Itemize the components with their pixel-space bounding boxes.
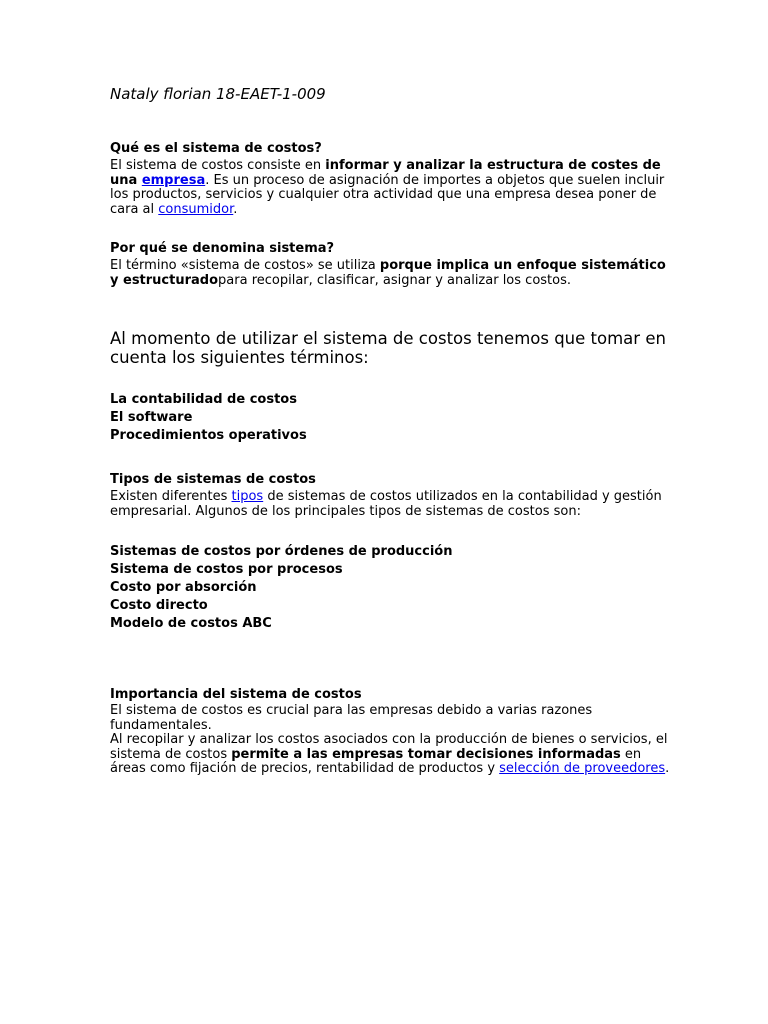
- link-consumidor[interactable]: consumidor: [158, 201, 234, 217]
- list-item: La contabilidad de costos: [110, 392, 297, 407]
- section-heading-types: Tipos de sistemas de costos: [110, 472, 316, 487]
- text-run: Existen diferentes: [110, 489, 232, 504]
- bold-run: informar y analizar la estructura de costes de una: [110, 158, 661, 188]
- intro-paragraph: Al momento de utilizar el sistema de costos tenemos que tomar en cuenta los siguientes términos:: [110, 329, 666, 367]
- types-list: [110, 543, 670, 633]
- section-paragraph-importance-2: [110, 733, 670, 777]
- section-paragraph-types: [110, 490, 670, 519]
- text-run: .: [233, 201, 238, 217]
- list-item: Costo directo: [110, 598, 208, 613]
- list-item: Modelo de costos ABC: [110, 616, 272, 631]
- bold-run: porque implica un enfoque sistemático y estructurado: [110, 258, 666, 288]
- text-run: para recopilar, clasificar, asignar y analizar los costos.: [218, 272, 571, 288]
- text-run: El sistema de costos consiste en: [110, 158, 326, 173]
- link-tipos[interactable]: tipos: [231, 489, 264, 504]
- terms-list: [110, 391, 670, 445]
- section-heading-what-is: Qué es el sistema de costos?: [110, 141, 322, 156]
- list-item: Sistemas de costos por órdenes de producción: [110, 544, 453, 559]
- text-run: . Es un proceso de asignación de importes a objetos que suelen incluir los productos, servicios y cualquier otra actividad que una empresa desea poner de cara al: [110, 172, 665, 217]
- section-heading-importance: Importancia del sistema de costos: [110, 687, 362, 702]
- text-run: en áreas como fijación de precios, rentabilidad de productos y: [110, 746, 642, 776]
- link-seleccion-proveedores[interactable]: selección de proveedores: [499, 761, 666, 776]
- section-paragraph-importance-1: El sistema de costos es crucial para las empresas debido a varias razones fundamentales.: [110, 703, 593, 733]
- author-line: Nataly florian 18-EAET-1-009: [110, 85, 326, 103]
- list-item: Procedimientos operativos: [110, 428, 307, 443]
- text-run: de sistemas de costos utilizados en la contabilidad y gestión empresarial. Algunos de los principales tipos de sistemas de costos son:: [110, 489, 662, 519]
- list-item: El software: [110, 410, 193, 425]
- text-run: .: [665, 761, 670, 776]
- section-paragraph-what-is: [110, 159, 670, 217]
- list-item: Sistema de costos por procesos: [110, 562, 343, 577]
- list-item: Costo por absorción: [110, 580, 257, 595]
- bold-run: permite a las empresas tomar decisiones informadas: [231, 746, 621, 762]
- section-heading-why-system: Por qué se denomina sistema?: [110, 241, 335, 256]
- section-paragraph-why-system: [110, 259, 670, 288]
- text-run: Al recopilar y analizar los costos asociados con la producción de bienes o servicios, el sistema de costos: [110, 732, 668, 762]
- text-run: El término «sistema de costos» se utiliza: [110, 258, 380, 273]
- link-empresa[interactable]: empresa: [141, 172, 206, 188]
